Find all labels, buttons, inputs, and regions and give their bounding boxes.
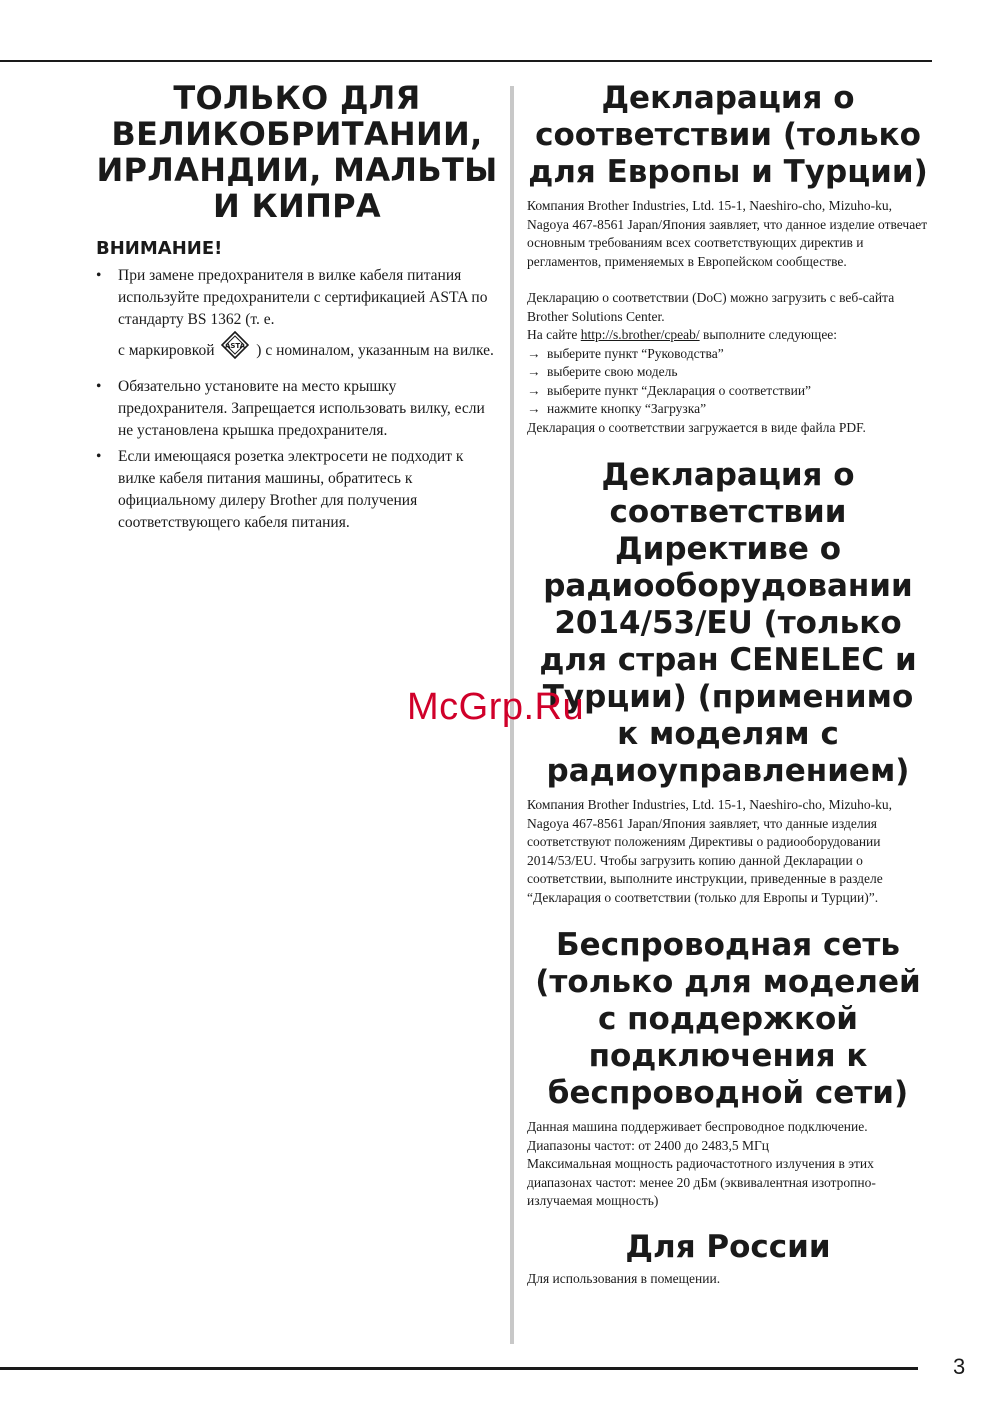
site-suffix: выполните следующее: <box>702 327 838 342</box>
arrow-icon: → <box>527 364 541 379</box>
top-rule <box>0 60 932 62</box>
bullet1-text-a: При замене предохранителя в вилке кабеля питания используйте предохранители с сертификацией ASTA по стандарту BS 1362 (т. е. <box>118 267 488 328</box>
wifi-section <box>527 927 929 1211</box>
russia-paragraph: Для использования в помещении. <box>527 1270 721 1286</box>
watermark: McGrp.Ru <box>407 686 585 728</box>
bottom-rule <box>0 1367 918 1370</box>
warning-list <box>94 265 500 534</box>
doc-section <box>527 80 929 437</box>
doc-section-title: Декларация о соответствии (только для Европы и Турции) <box>528 80 928 190</box>
wifi-section-title: Беспроводная сеть (только для моделей с поддержкой подключения к беспроводной сети) <box>535 927 921 1111</box>
asta-mark-label: ASTA <box>225 342 246 350</box>
wifi-paragraph-2: Диапазоны частот: от 2400 до 2483,5 МГц <box>527 1137 769 1153</box>
list-item: → выберите свою модель <box>527 363 929 382</box>
site-prefix: На сайте <box>527 327 578 342</box>
bullet1-text-b: с маркировкой <box>118 342 215 360</box>
arrow-icon: → <box>527 401 541 416</box>
left-column <box>94 80 500 538</box>
wifi-paragraph-3: Максимальная мощность радиочастотного излучения в этих диапазонах частот: менее 20 дБм (эквивалентная изотропно-излучаемая мощность) <box>527 1156 876 1208</box>
arrow-icon: → <box>527 382 541 398</box>
red-section <box>527 457 929 907</box>
warning-title: ВНИМАНИЕ! <box>96 238 223 259</box>
doc-paragraph-2: Декларацию о соответствии (DoC) можно загрузить с веб-сайта Brother Solutions Center. <box>527 290 895 324</box>
list-item: • Если имеющаяся розетка электросети не подходит к вилке кабеля питания машины, обратитесь к официальному дилеру Brother для получения соответствующего кабеля питания. <box>94 446 500 534</box>
list-item: → выберите пункт “Декларация о соответствии” <box>527 382 929 401</box>
uk-section-title: ТОЛЬКО ДЛЯ ВЕЛИКОБРИТАНИИ, ИРЛАНДИИ, МАЛЬТЫ И КИПРА <box>96 79 498 225</box>
list-item <box>94 265 500 372</box>
list-item: • Обязательно установите на место крышку предохранителя. Запрещается использовать вилку, если не установлена крышка предохранителя. <box>94 376 500 442</box>
site-line <box>527 326 929 345</box>
doc-paragraph-3: Декларация о соответствии загружается в виде файла PDF. <box>527 419 866 435</box>
doc-paragraph-1: Компания Brother Industries, Ltd. 15-1, Naeshiro-cho, Mizuho-ku, Nagoya 467-8561 Japan/Япония заявляет, что данное изделие отвечает основным требованиям всех соответствующих директив и регламентов, применяемых в Европейском сообществе. <box>527 198 928 269</box>
red-section-title: Декларация о соответствии Директиве о радиооборудовании 2014/53/EU (только для стран CENELEC и Турции) (применимо к моделям с радиоуправлением) <box>539 457 917 789</box>
bullet1-text-c: ) с номиналом, указанным на вилке. <box>256 342 494 360</box>
russia-section <box>527 1229 929 1289</box>
solutions-center-link[interactable]: http://s.brother/cpeab/ <box>580 327 700 342</box>
russia-section-title: Для России <box>625 1228 831 1265</box>
list-item: → нажмите кнопку “Загрузка” <box>527 400 929 419</box>
right-column <box>527 80 929 1288</box>
asta-mark-icon <box>221 331 249 372</box>
arrow-icon: → <box>527 345 541 361</box>
wifi-paragraph-1: Данная машина поддерживает беспроводное подключение. <box>527 1119 868 1134</box>
page-number: 3 <box>953 1354 966 1379</box>
list-item: → выберите пункт “Руководства” <box>527 345 929 364</box>
red-paragraph: Компания Brother Industries, Ltd. 15-1, Naeshiro-cho, Mizuho-ku, Nagoya 467-8561 Japan/Япония заявляет, что данные изделия соответствуют положениям Директивы о радиооборудовании 2014/53/EU. Чтобы загрузить копию данной Декларации о соответствии, выполните инструкции, приведенные в разделе “Декларация о соответствии (только для Европы и Турции)”. <box>527 797 893 905</box>
